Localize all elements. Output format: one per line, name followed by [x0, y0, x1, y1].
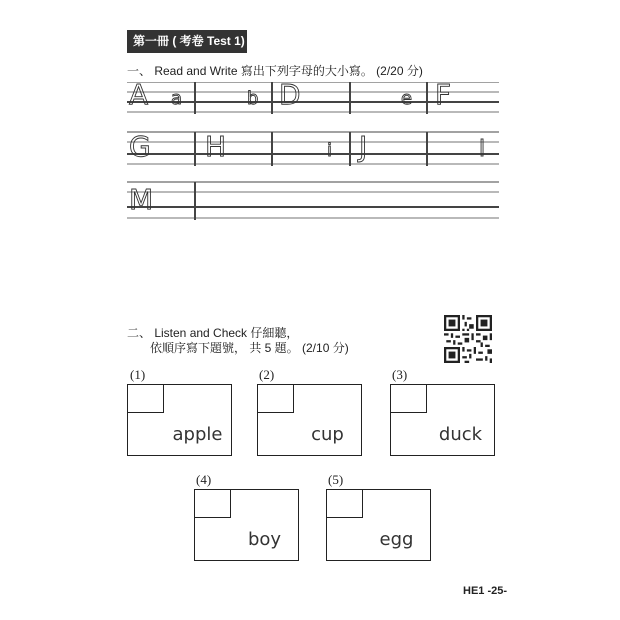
listen-box-boy[interactable]	[194, 489, 299, 561]
letter-cell: e	[401, 88, 413, 109]
item-number: (4)	[196, 472, 212, 487]
listen-box-cup[interactable]	[257, 384, 362, 456]
letter-cell: H	[205, 130, 227, 163]
word-label: apple	[172, 423, 223, 445]
item-number: (3)	[392, 367, 408, 382]
word-label: duck	[438, 423, 483, 445]
answer-slot[interactable]	[128, 385, 164, 413]
book-test-label: 第一冊 ( 考卷 Test 1)	[127, 30, 247, 53]
answer-slot[interactable]	[195, 490, 231, 518]
qr-code-icon[interactable]	[444, 315, 492, 363]
handwriting-grid	[127, 82, 499, 232]
item-number: (2)	[259, 367, 275, 382]
section2-instruction-line2: 依順序寫下題號， 共 5 題。 (2/10 分)	[150, 341, 349, 355]
section2-instruction-line1: 二、 Listen and Check 仔細聽，	[127, 326, 299, 340]
letter-cell: a	[171, 88, 183, 109]
listen-box-duck[interactable]	[390, 384, 495, 456]
letter-cell: M	[129, 183, 154, 216]
letter-cell: F	[435, 82, 452, 111]
answer-slot[interactable]	[391, 385, 427, 413]
listen-box-egg[interactable]	[326, 489, 431, 561]
letter-cell: l	[479, 137, 486, 162]
letter-cell: D	[279, 82, 301, 111]
letter-cell: J	[359, 130, 368, 163]
letter-cell: b	[247, 88, 259, 109]
item-number: (1)	[130, 367, 146, 382]
section1-instruction: 一、 Read and Write 寫出下列字母的大小寫。 (2/20 分)	[127, 64, 423, 78]
page-number: HE1 -25-	[463, 585, 508, 597]
answer-slot[interactable]	[327, 490, 363, 518]
listen-box-apple[interactable]	[127, 384, 232, 456]
word-label: egg	[379, 528, 414, 550]
letter-cell: i	[327, 140, 333, 161]
letter-cell: A	[129, 82, 149, 111]
letter-cell: G	[129, 130, 151, 163]
word-label: boy	[247, 528, 282, 550]
answer-slot[interactable]	[258, 385, 294, 413]
word-label: cup	[311, 423, 344, 445]
item-number: (5)	[328, 472, 344, 487]
